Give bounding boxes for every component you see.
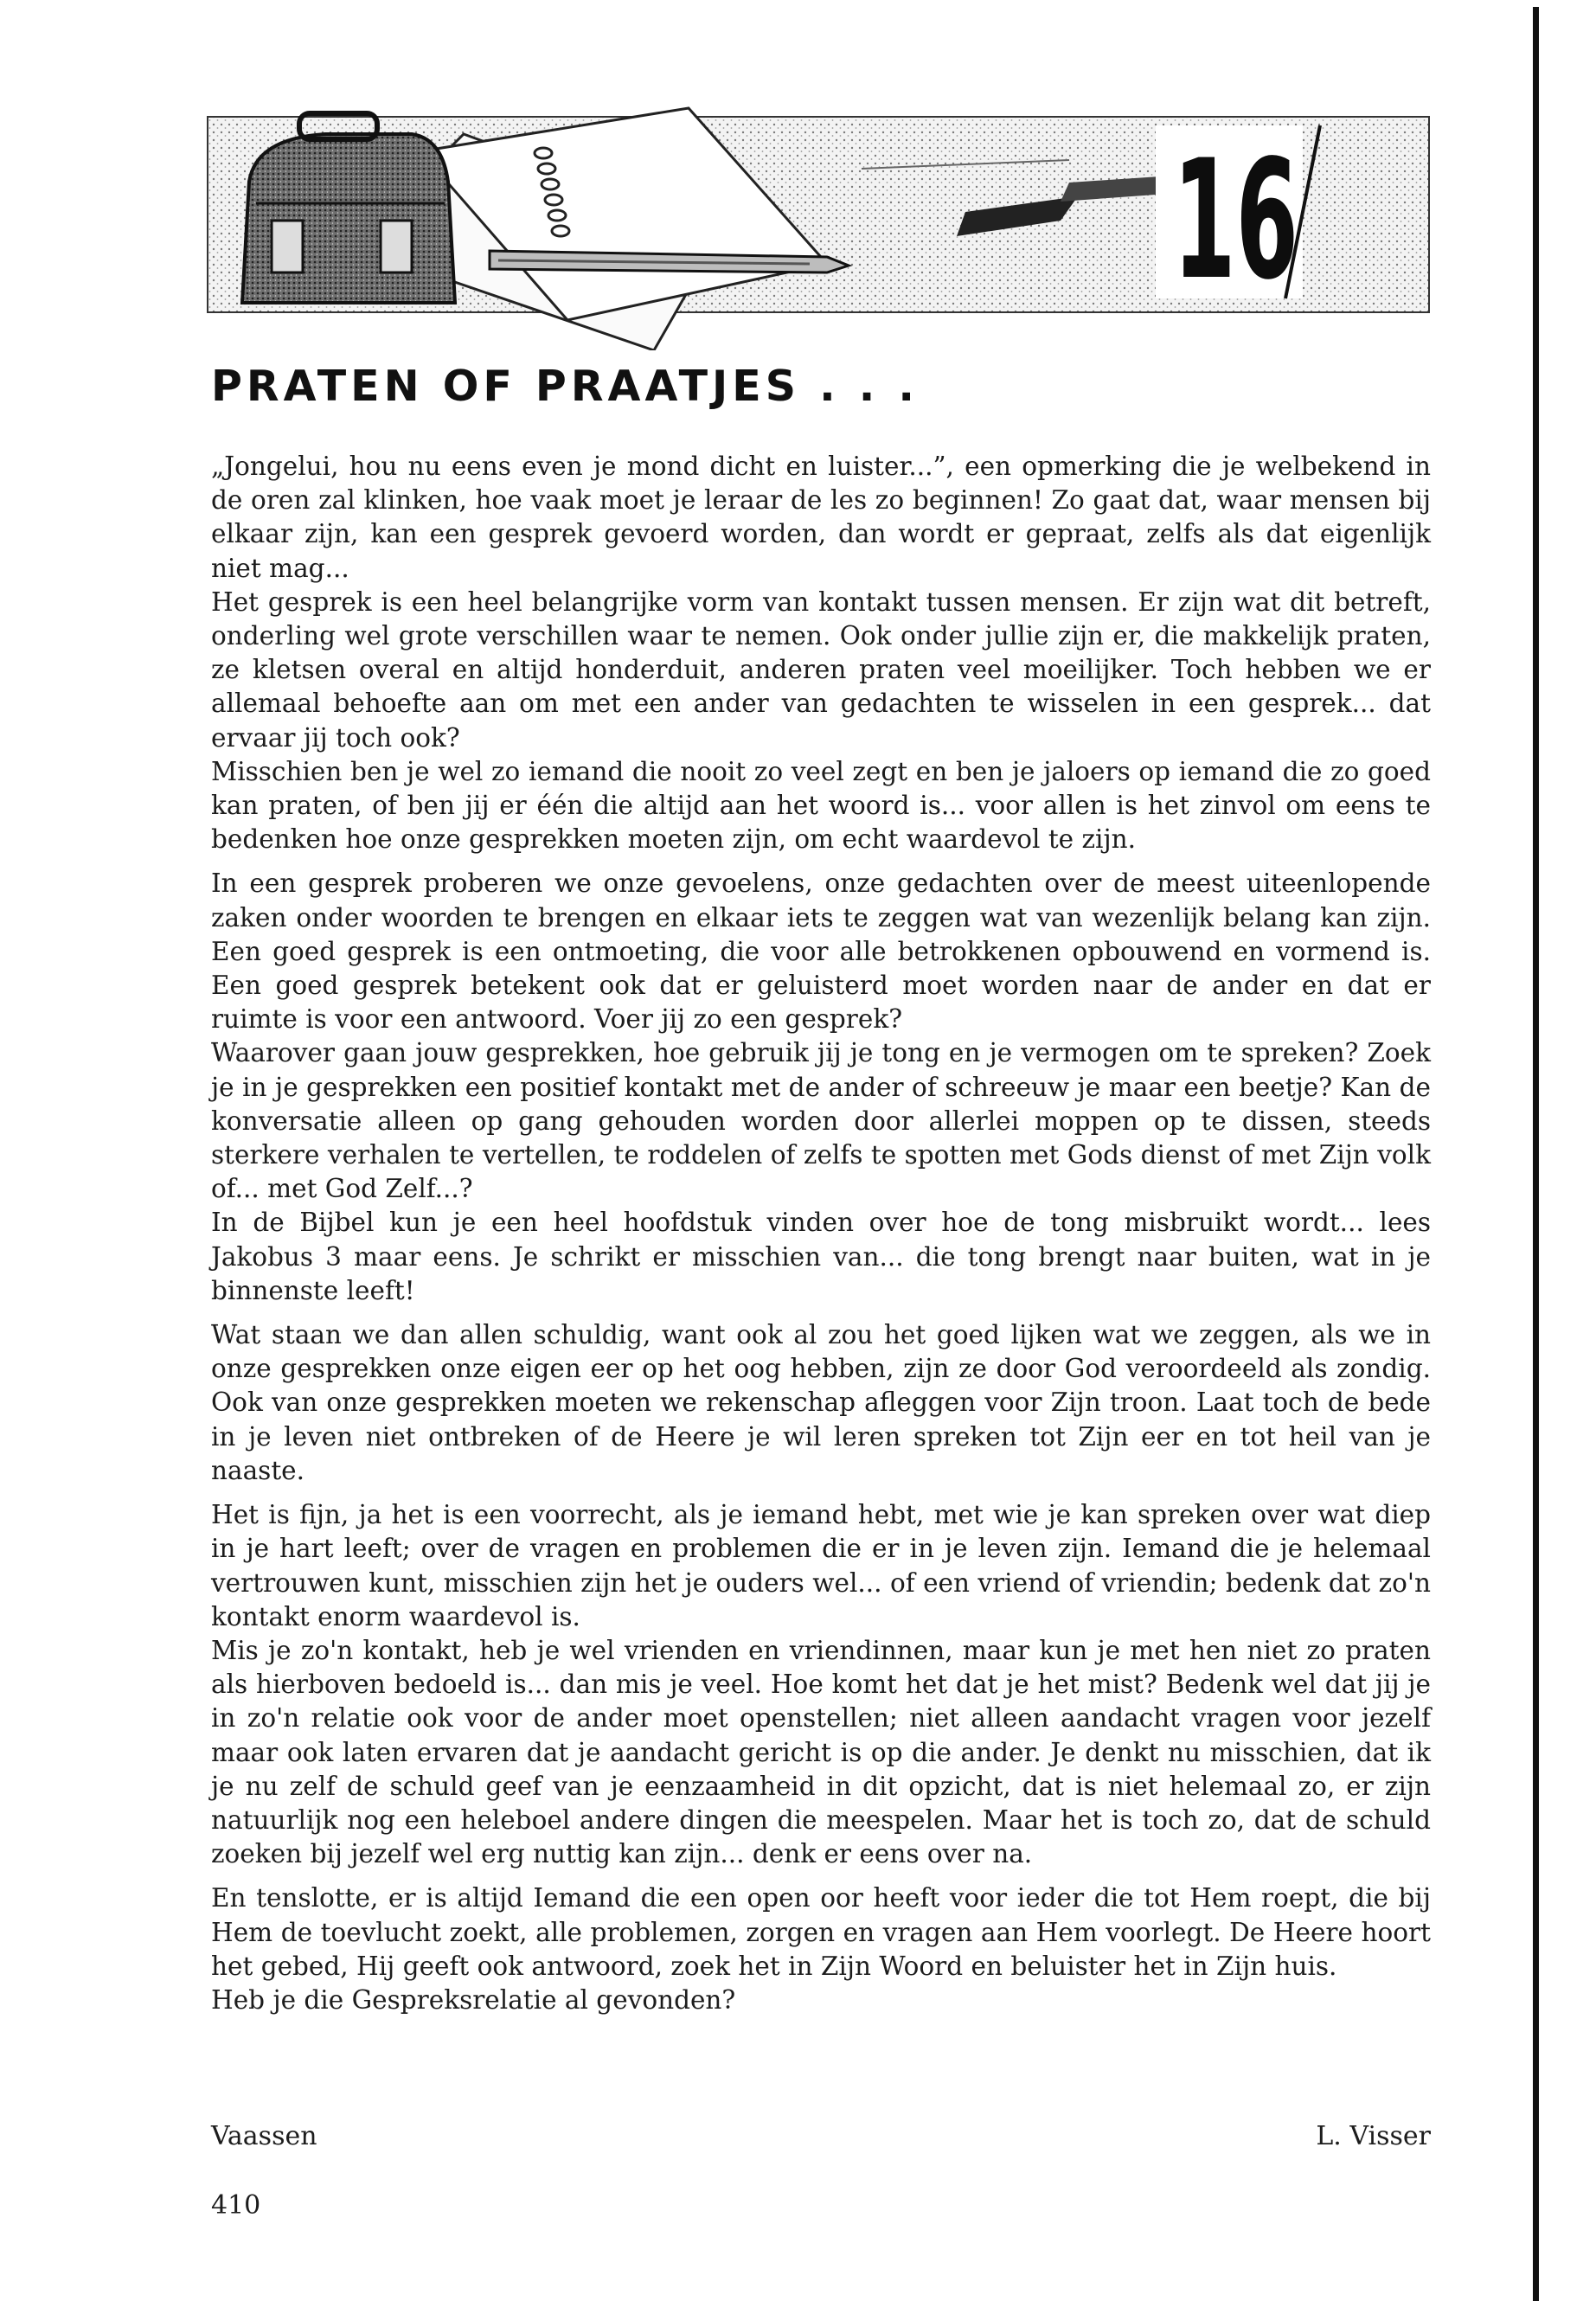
right-margin-rule: [1533, 7, 1539, 2301]
paragraph: In een gesprek proberen we onze gevoelens, onze gedachten over de meest uiteenlopende zaken onder woorden te brengen en elkaar iets te zeggen wat van wezenlijk belang kan zijn. Een goed gesprek is een ontmoeting, die voor alle betrokkenen opbouwend en vormend is. Een goed gesprek betekent ook dat er geluisterd moet worden naar de ander en dat er ruimte is voor een antwoord. Voer jij zo een gesprek?: [211, 868, 1431, 1035]
article-body: [211, 450, 1431, 2017]
chapter-number-badge: [1156, 125, 1320, 316]
paragraph: Het is fijn, ja het is een voorrecht, als je iemand hebt, met wie je kan spreken over wat diep in je hart leeft; over de vragen en problemen die er in je leven zijn. Iemand die je helemaal vertrouwen kunt, misschien zijn het je ouders wel... of een vriend of vriendin; bedenk dat zo'n kontakt enorm waardevol is.: [211, 1500, 1431, 1631]
page-title: PRATEN OF PRAATJES . . .: [211, 362, 920, 411]
paragraph: Het gesprek is een heel belangrijke vorm van kontakt tussen mensen. Er zijn wat dit betreft, onderling wel grote verschillen waar te nemen. Ook onder jullie zijn er, die makkelijk praten, ze kletsen overal en altijd honderduit, anderen praten veel moeilijker. Toch hebben we er allemaal behoefte aan om met een ander van gedachten te wisselen in een gesprek... dat ervaar jij toch ook?: [211, 586, 1431, 753]
signature-line: [211, 2121, 1431, 2159]
signature-author: L. Visser: [1316, 2121, 1431, 2151]
chapter-number: 16: [1173, 125, 1298, 316]
paragraph: In de Bijbel kun je een heel hoofdstuk vinden over hoe de tong misbruikt wordt... lees Jakobus 3 maar eens. Je schrikt er misschien van... die tong brengt naar buiten, wat in je binnenste leeft!: [211, 1208, 1431, 1305]
signature-place: Vaassen: [211, 2121, 317, 2151]
paragraph: En tenslotte, er is altijd Iemand die een open oor heeft voor ieder die tot Hem roept, die bij Hem de toevlucht zoekt, alle problemen, zorgen en vragen aan Hem voorlegt. De Heere hoort het gebed, Hij geeft ook antwoord, zoek het in Zijn Woord en beluister het in Zijn huis.: [211, 1883, 1431, 1981]
paragraph: Mis je zo'n kontakt, heb je wel vrienden en vriendinnen, maar kun je met hen niet zo praten als hierboven bedoeld is... dan mis je veel. Hoe komt het dat je het mist? Bedenk wel dat jij je in zo'n relatie ook voor de ander moet openstellen; niet alleen aandacht vragen voor jezelf maar ook laten ervaren dat je aandacht gericht is op die ander. Je denkt nu misschien, dat ik je nu zelf de schuld geef van je eenzaamheid in dit opzicht, dat is niet helemaal zo, er zijn natuurlijk nog een heleboel andere dingen die meespelen. Maar het is toch zo, dat de schuld zoeken bij jezelf wel erg nuttig kan zijn... denk er eens over na.: [211, 1635, 1431, 1869]
paragraph: Waarover gaan jouw gesprekken, hoe gebruik jij je tong en je vermogen om te spreken? Zoek je in je gesprekken een positief kontakt met de ander of schreeuw je maar een beetje? Kan de konversatie alleen op gang gehouden worden door allerlei moppen op te dissen, steeds sterkere verhalen te vertellen, te roddelen of zelfs te spotten met Gods dienst of met Zijn volk of... met God Zelf...?: [211, 1038, 1431, 1204]
paragraph: Misschien ben je wel zo iemand die nooit zo veel zegt en ben je jaloers op iemand die zo goed kan praten, of ben jij er één die altijd aan het woord is... voor allen is het zinvol om eens te bedenken hoe onze gesprekken moeten zijn, om echt waardevol te zijn.: [211, 756, 1431, 855]
page-number: 410: [211, 2190, 261, 2221]
paragraph: Wat staan we dan allen schuldig, want ook al zou het goed lijken wat we zeggen, als we in onze gesprekken onze eigen eer op het oog hebben, zijn ze door God veroordeeld als zondig. Ook van onze gesprekken moeten we rekenschap afleggen voor Zijn troon. Laat toch de bede in je leven niet ontbreken of de Heere je wil leren spreken tot Zijn eer en tot heil van je naaste.: [211, 1320, 1431, 1485]
paragraph: „Jongelui, hou nu eens even je mond dicht en luister...”, een opmerking die je welbekend in de oren zal klinken, hoe vaak moet je leraar de les zo beginnen! Zo gaat dat, waar mensen bij elkaar zijn, kan een gesprek gevoerd worden, dan wordt er gepraat, zelfs als dat eigenlijk niet mag...: [211, 452, 1431, 583]
header-banner: [204, 99, 1433, 350]
paragraph: Heb je die Gespreksrelatie al gevonden?: [211, 1984, 736, 2015]
